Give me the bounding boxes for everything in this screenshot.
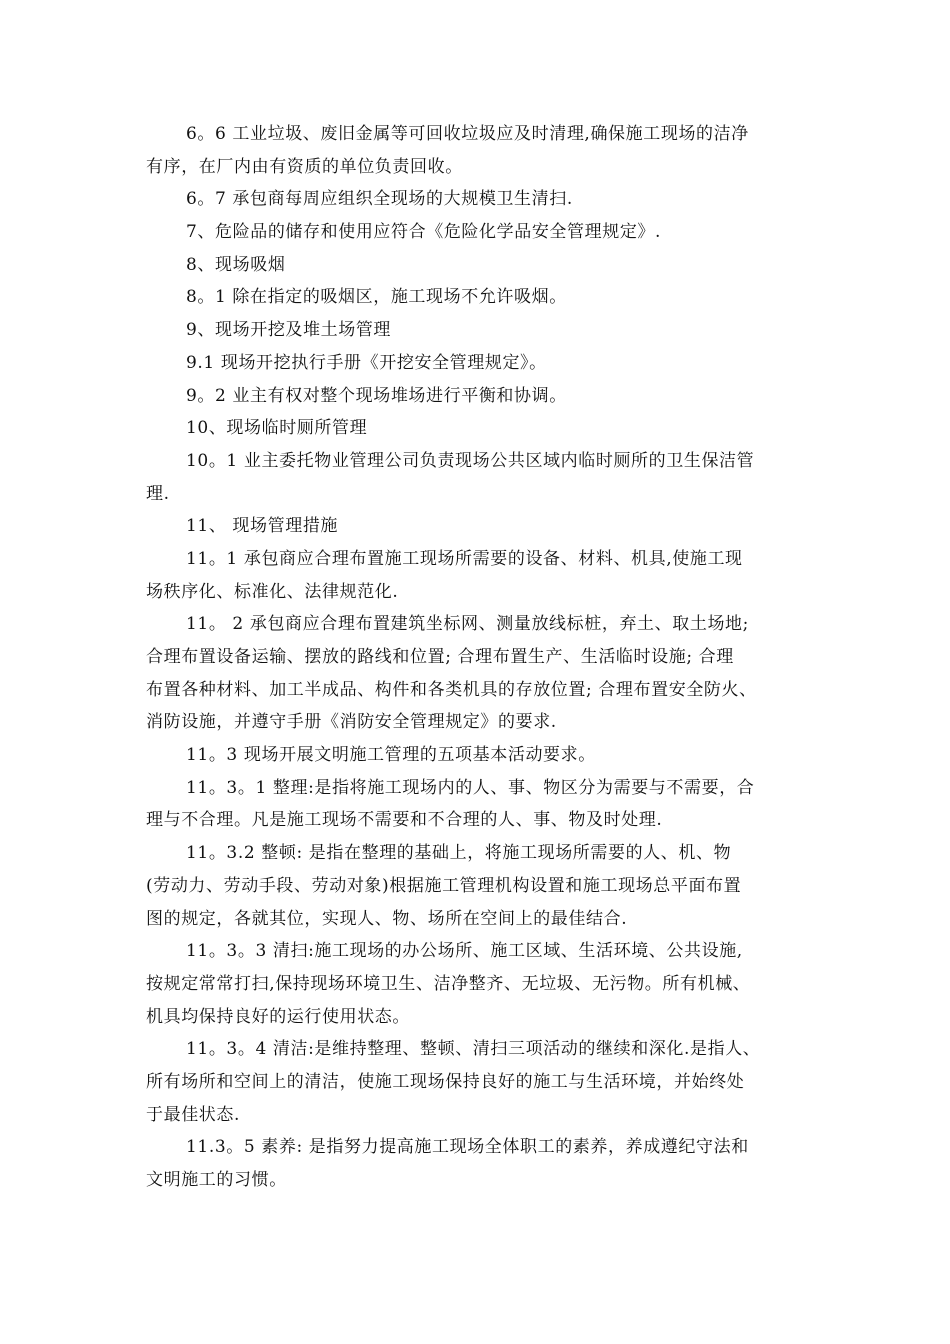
document-page bbox=[146, 118, 806, 1197]
text-line: 9。2 业主有权对整个现场堆场进行平衡和协调。 bbox=[186, 385, 567, 406]
text-line: 理. bbox=[146, 483, 170, 504]
text-line: 消防设施，并遵守手册《消防安全管理规定》的要求. bbox=[146, 712, 557, 733]
text-line: 11。3。3 清扫:施工现场的办公场所、施工区域、生活环境、公共设施, bbox=[186, 941, 743, 962]
text-line: 11。3 现场开展文明施工管理的五项基本活动要求。 bbox=[186, 745, 596, 766]
text-line: 按规定常常打扫,保持现场环境卫生、洁净整齐、无垃圾、无污物。所有机械、 bbox=[146, 973, 751, 994]
text-line: 10、现场临时厕所管理 bbox=[186, 418, 368, 439]
text-line: 11。3.2 整顿: 是指在整理的基础上，将施工现场所需要的人、机、物 bbox=[186, 843, 732, 864]
text-line: 合理布置设备运输、摆放的路线和位置; 合理布置生产、生活临时设施; 合理 bbox=[146, 647, 734, 667]
text-line: 9、现场开挖及堆土场管理 bbox=[186, 320, 392, 341]
text-line: 8、现场吸烟 bbox=[186, 254, 286, 275]
text-line: 文明施工的习惯。 bbox=[146, 1170, 287, 1190]
text-line: 理与不合理。凡是施工现场不需要和不合理的人、事、物及时处理. bbox=[146, 810, 663, 831]
text-line: (劳动力、劳动手段、劳动对象)根据施工管理机构设置和施工现场总平面布置 bbox=[146, 875, 742, 896]
text-line: 11。 2 承包商应合理布置建筑坐标网、测量放线标桩，弃土、取土场地; bbox=[186, 614, 749, 635]
text-line: 8。1 除在指定的吸烟区，施工现场不允许吸烟。 bbox=[186, 287, 567, 308]
text-line: 于最佳状态. bbox=[146, 1104, 241, 1125]
text-line: 11、 现场管理措施 bbox=[186, 516, 339, 537]
text-line: 11.3。5 素养: 是指努力提高施工现场全体职工的素养，养成遵纪守法和 bbox=[186, 1137, 749, 1158]
text-line: 图的规定，各就其位，实现人、物、场所在空间上的最佳结合. bbox=[146, 908, 628, 929]
text-line: 7、危险品的储存和使用应符合《危险化学品安全管理规定》. bbox=[186, 222, 662, 243]
text-line: 6。7 承包商每周应组织全现场的大规模卫生清扫. bbox=[186, 189, 573, 210]
text-line: 机具均保持良好的运行使用状态。 bbox=[146, 1006, 410, 1027]
text-line: 10。1 业主委托物业管理公司负责现场公共区域内临时厕所的卫生保洁管 bbox=[186, 450, 755, 471]
text-line: 有序，在厂内由有资质的单位负责回收。 bbox=[146, 156, 463, 177]
text-line: 11。1 承包商应合理布置施工现场所需要的设备、材料、机具,使施工现 bbox=[186, 548, 743, 569]
text-line: 11。3。1 整理:是指将施工现场内的人、事、物区分为需要与不需要，合 bbox=[186, 777, 755, 798]
text-line: 布置各种材料、加工半成品、构件和各类机具的存放位置; 合理布置安全防火、 bbox=[146, 679, 757, 700]
text-line: 场秩序化、标准化、法律规范化. bbox=[146, 581, 399, 602]
text-line: 9.1 现场开挖执行手册《开挖安全管理规定》。 bbox=[186, 352, 547, 373]
text-line: 6。6 工业垃圾、废旧金属等可回收垃圾应及时清理,确保施工现场的洁净 bbox=[186, 124, 749, 144]
text-line: 所有场所和空间上的清洁，使施工现场保持良好的施工与生活环境，并始终处 bbox=[146, 1071, 745, 1092]
text-line: 11。3。4 清洁:是维持整理、整顿、清扫三项活动的继续和深化.是指人、 bbox=[186, 1039, 761, 1060]
